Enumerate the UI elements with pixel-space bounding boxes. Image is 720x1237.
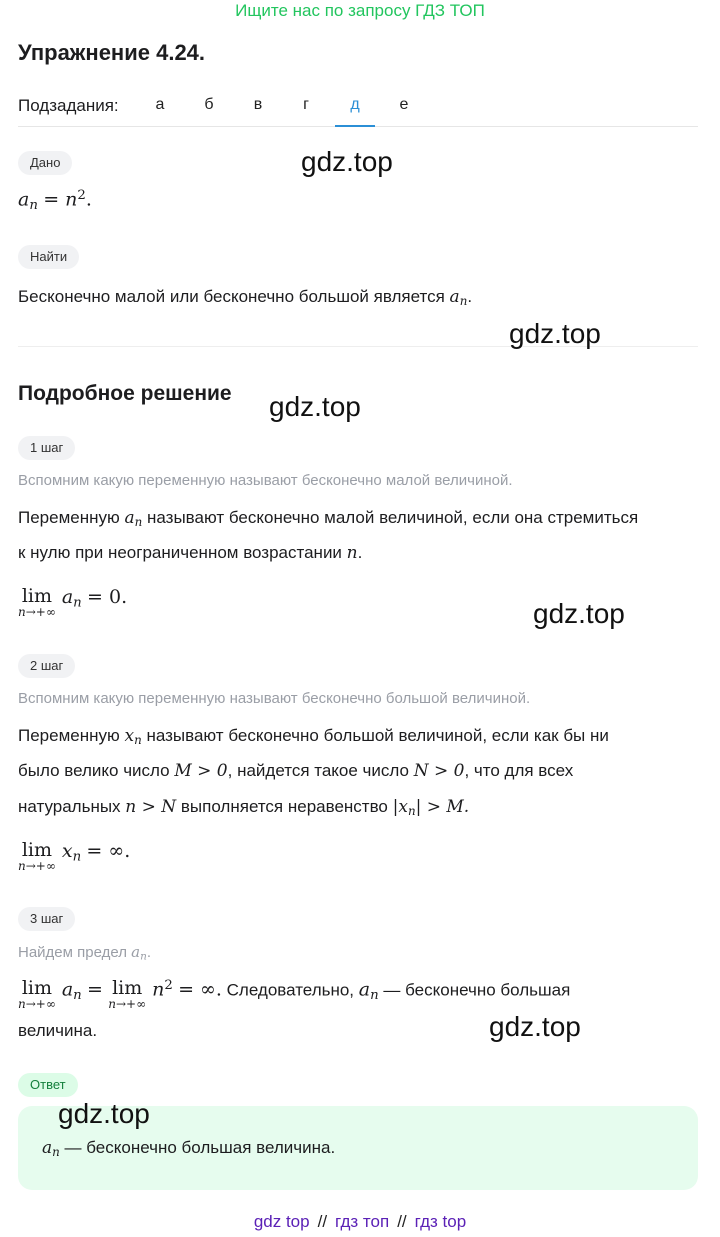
watermark: gdz.top <box>301 146 393 177</box>
step-1-badge: 1 шаг <box>18 436 75 460</box>
step-3-limit: lim n→+∞ $a_n$ = lim n→+∞ $n^2$ = ∞. Следовательно, $a_n$ — бесконечно большая <box>18 977 571 1011</box>
watermark: gdz.top <box>489 1011 581 1042</box>
step-3-badge: 3 шаг <box>18 907 75 931</box>
find-text: Бесконечно малой или бесконечно большой является $a_n$. <box>18 287 473 308</box>
watermark: gdz.top <box>269 391 361 422</box>
watermark: gdz.top <box>58 1098 150 1129</box>
step-1-line-1: Переменную $a_n$ называют бесконечно малой величиной, если она стремиться <box>18 508 639 529</box>
subtask-tab-v[interactable]: в <box>253 96 263 113</box>
step-2-limit: lim n→+∞ $x_n$ = ∞. <box>18 839 131 873</box>
step-2-line-3: натуральных n > N выполняется неравенство $|x_n| > M$. <box>18 797 470 818</box>
step-1-line-2: к нулю при неограниченном возрастании n. <box>18 543 363 563</box>
watermark: gdz.top <box>509 318 601 349</box>
watermark: gdz.top <box>533 598 625 629</box>
step-3-line-2: величина. <box>18 1021 98 1040</box>
solution-title: Подробное решение <box>18 382 232 405</box>
footer-link-gdz-top[interactable]: gdz top <box>253 1212 310 1231</box>
answer-text: $a_n$ — бесконечно большая величина. <box>42 1138 336 1159</box>
footer-separator: // <box>317 1212 328 1231</box>
page-title: Упражнение 4.24. <box>18 40 206 65</box>
subtasks-label: Подзадания: <box>18 96 119 115</box>
find-badge: Найти <box>18 245 79 269</box>
given-badge: Дано <box>18 151 72 175</box>
step-2-badge: 2 шаг <box>18 654 75 678</box>
footer-separator: // <box>397 1212 407 1231</box>
step-2-line-1: Переменную $x_n$ называют бесконечно большой величиной, если как бы ни <box>18 726 609 747</box>
step-1-limit: lim n→+∞ $a_n = 0$. <box>18 585 128 619</box>
footer-link-gdz-top-ru[interactable]: гдз топ <box>335 1212 390 1231</box>
subtask-tab-g[interactable]: г <box>303 96 309 113</box>
subtask-tab-e[interactable]: е <box>399 96 409 113</box>
subtask-tab-b[interactable]: б <box>204 96 214 113</box>
top-banner: Ищите нас по запросу ГДЗ ТОП <box>235 1 485 20</box>
given-formula: $a_n = n^2$. <box>18 188 92 213</box>
subtasks-tabs <box>18 96 698 127</box>
step-3-hint: Найдем предел $a_n$. <box>18 943 152 963</box>
step-2-hint: Вспомним какую переменную называют бесконечно большой величиной. <box>18 690 531 707</box>
subtask-tab-d[interactable]: д <box>335 96 375 127</box>
subtask-tab-a[interactable]: а <box>155 96 165 113</box>
footer-link-gdz-top-mixed[interactable]: гдз top <box>414 1212 467 1231</box>
step-1-hint: Вспомним какую переменную называют бесконечно малой величиной. <box>18 472 513 489</box>
answer-badge: Ответ <box>18 1073 78 1097</box>
step-2-line-2: было велико число M > 0, найдется такое число N > 0, что для всех <box>18 761 574 781</box>
footer-links <box>0 1212 720 1232</box>
